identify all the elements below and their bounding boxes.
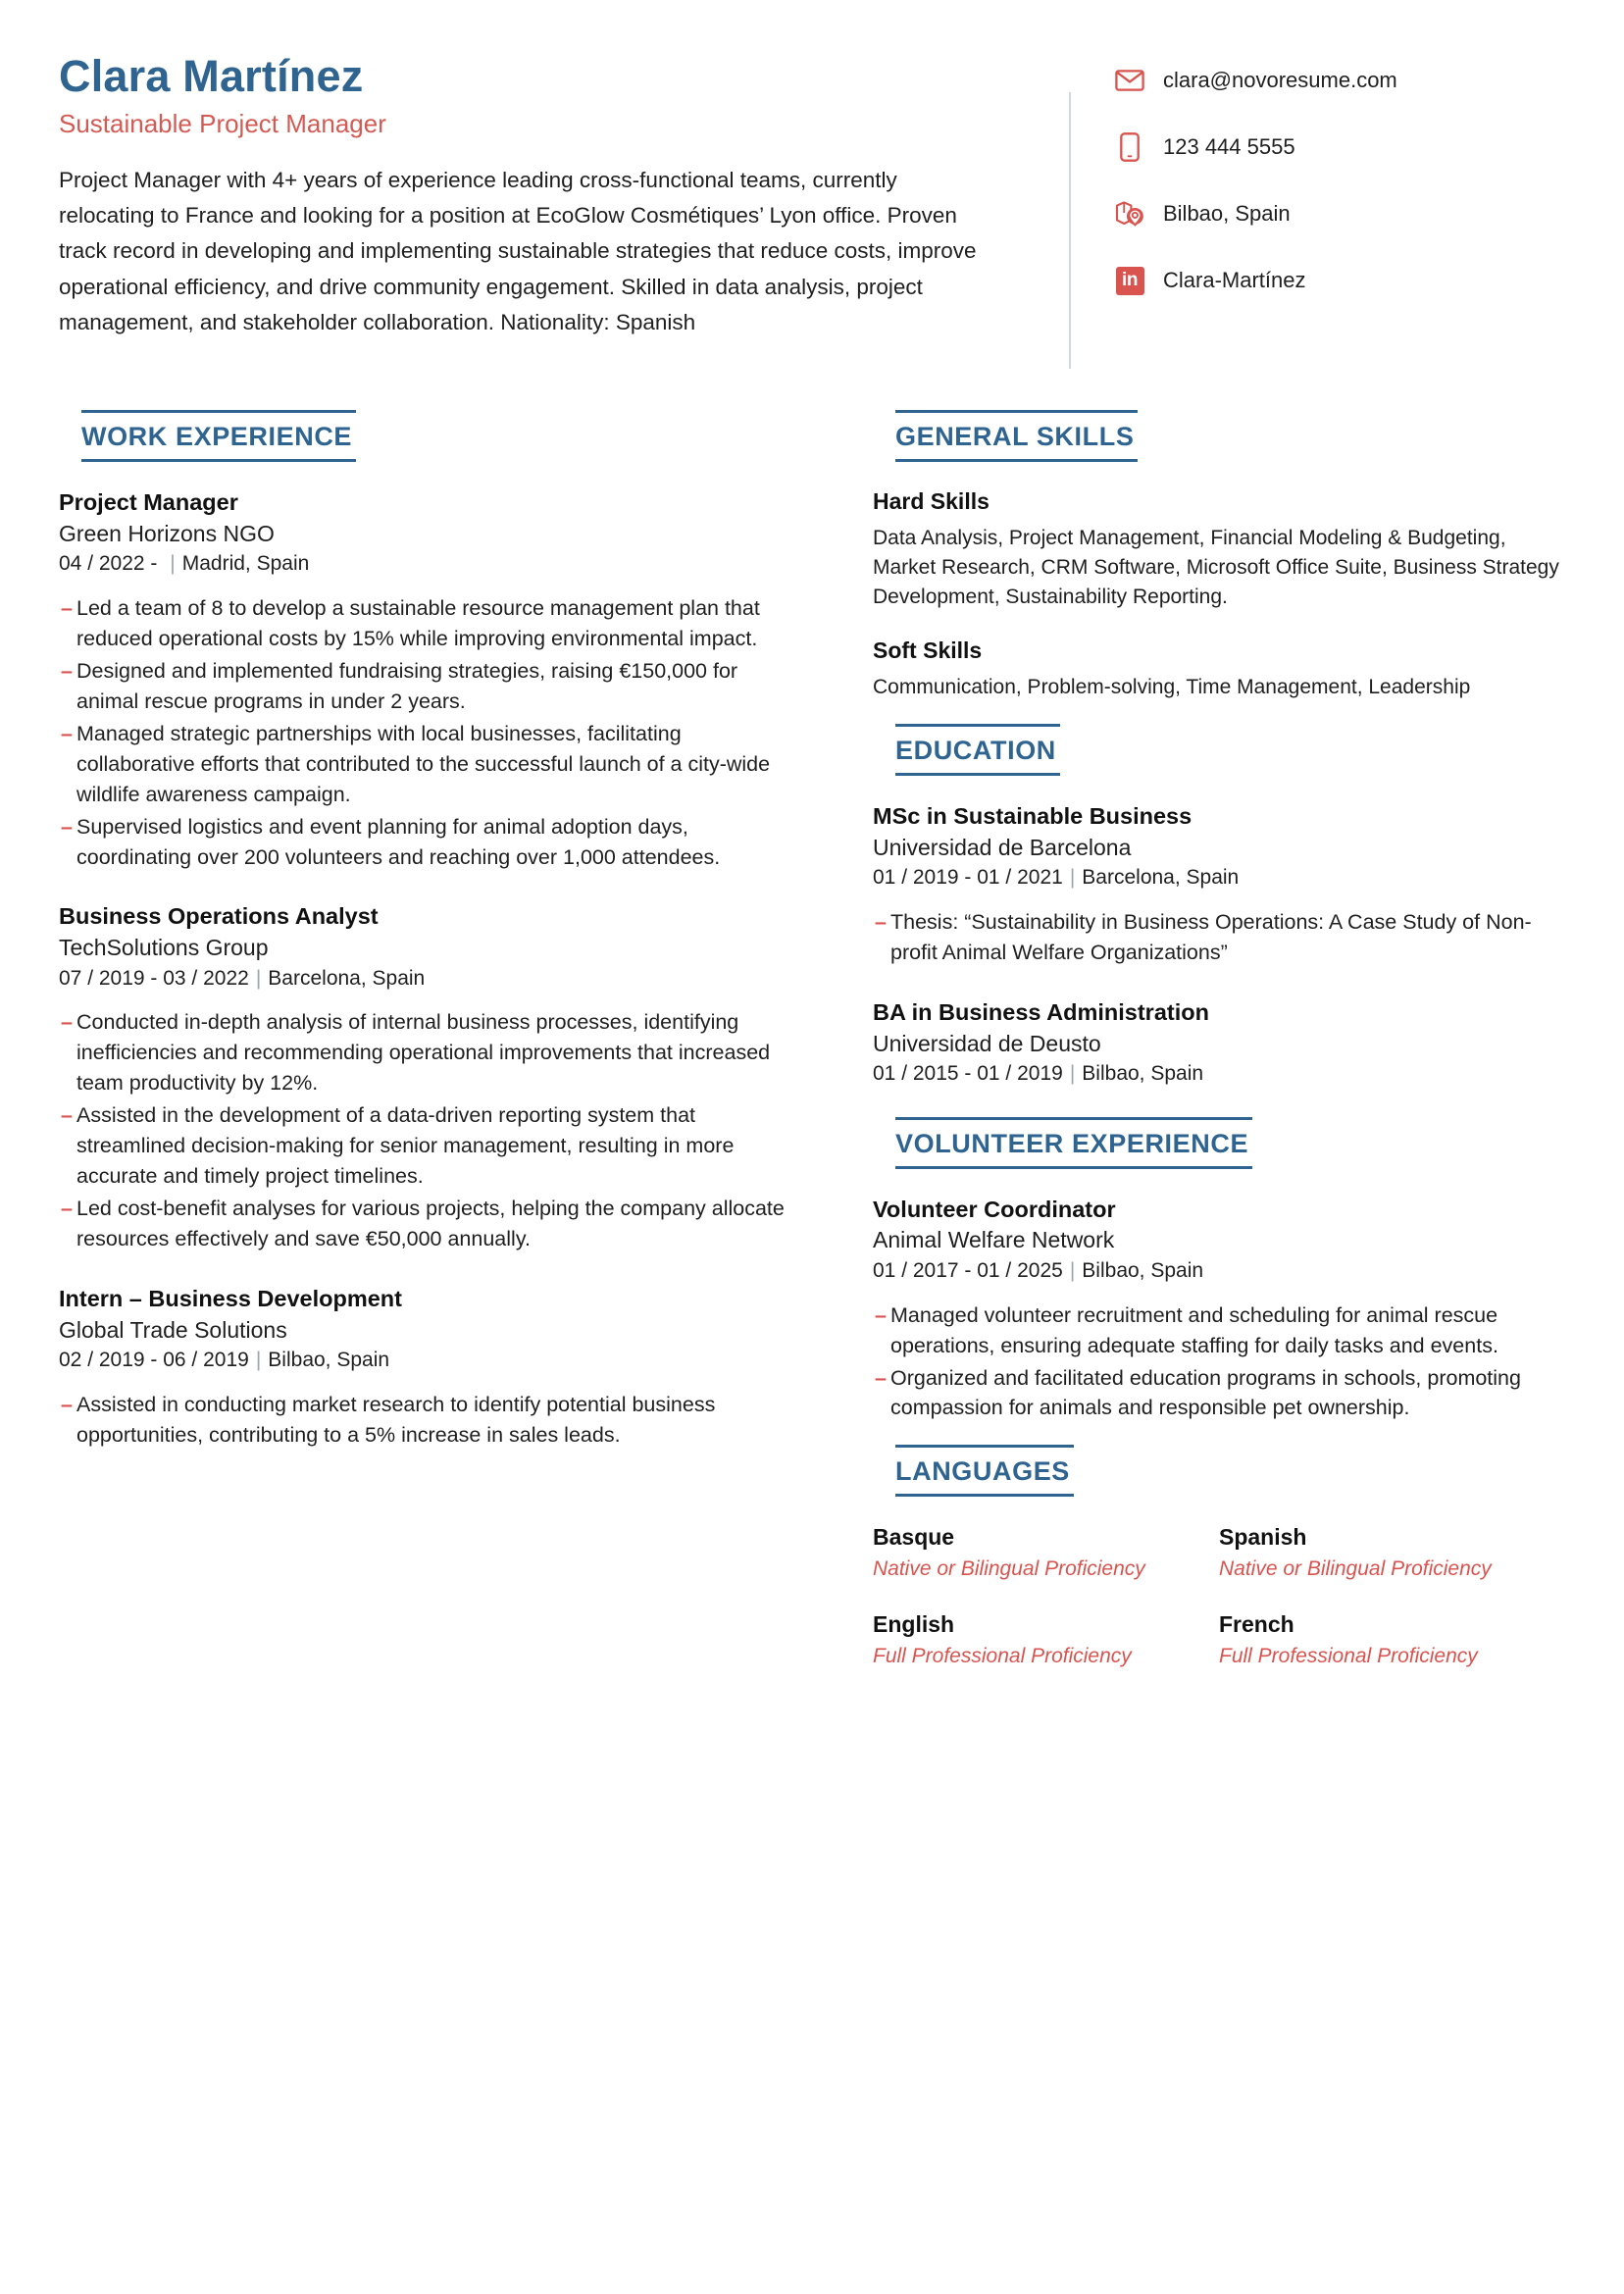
work-entry-org: Green Horizons NGO <box>59 520 275 546</box>
bullet-item <box>59 656 792 717</box>
header-left-block <box>59 51 1030 341</box>
work-entry-org: Global Trade Solutions <box>59 1316 287 1343</box>
education-entry-org: Universidad de Deusto <box>873 1030 1101 1056</box>
skill-group-label: Soft Skills <box>873 637 983 664</box>
work-entry-dates: 07 / 2019 - 03 / 2022 <box>59 966 249 990</box>
section-general-skills <box>873 396 1565 702</box>
language-item <box>1219 1522 1565 1583</box>
bullet-text: Designed and implemented fundraising strategies, raising €150,000 for animal rescue programs in under 2 years. <box>76 658 738 713</box>
language-level: Native or Bilingual Proficiency <box>873 1557 1145 1581</box>
bullet-item <box>59 593 792 654</box>
skill-group-hard <box>873 487 1565 611</box>
volunteer-entry-bullets <box>873 1300 1565 1424</box>
bullet-dash-icon: – <box>61 658 73 683</box>
section-heading-label: GENERAL SKILLS <box>895 422 1135 451</box>
bullet-text: Managed volunteer recruitment and scheduling for animal rescue operations, ensuring adequate staffing for daily tasks and events. <box>890 1302 1498 1357</box>
contact-row-location[interactable] <box>1114 198 1565 229</box>
bullet-dash-icon: – <box>61 721 73 745</box>
bullet-text: Assisted in conducting market research to identify potential business opportunities, contributing to a 5% increase in sales leads. <box>76 1392 716 1447</box>
section-education <box>873 710 1565 1090</box>
volunteer-entry-location: Bilbao, Spain <box>1082 1259 1204 1283</box>
candidate-job-title: Sustainable Project Manager <box>59 108 386 138</box>
bullet-text: Led cost-benefit analyses for various projects, helping the company allocate resources effectively and save €50,000 annually. <box>76 1197 785 1251</box>
section-work-experience <box>59 396 792 1451</box>
education-entry <box>873 801 1565 968</box>
contact-email-value: clara@novoresume.com <box>1163 67 1397 92</box>
education-entry-org: Universidad de Barcelona <box>873 834 1132 860</box>
bullet-text: Thesis: “Sustainability in Business Operations: A Case Study of Non-profit Animal Welfare Organizations” <box>890 909 1532 964</box>
section-heading-languages <box>895 1445 1074 1497</box>
work-entry-dates: 04 / 2022 - <box>59 552 164 576</box>
bullet-item <box>59 1007 792 1098</box>
volunteer-entry <box>873 1195 1565 1424</box>
work-entry-location: Barcelona, Spain <box>268 966 426 990</box>
volunteer-entry-org: Animal Welfare Network <box>873 1227 1115 1253</box>
work-entry-meta <box>59 1346 792 1375</box>
language-name: Basque <box>873 1524 955 1551</box>
bullet-item <box>59 812 792 873</box>
skill-group-text: Communication, Problem-solving, Time Management, Leadership <box>873 676 1471 699</box>
skill-group-soft <box>873 637 1565 702</box>
work-entry-dates: 02 / 2019 - 06 / 2019 <box>59 1349 249 1372</box>
section-volunteer-experience <box>873 1103 1565 1424</box>
bullet-dash-icon: – <box>61 595 73 620</box>
bullet-text: Conducted in-depth analysis of internal business processes, identifying inefficiencies and recommending operational improvements that increased team productivity by 12%. <box>76 1010 771 1096</box>
contact-row-email[interactable] <box>1114 65 1565 96</box>
bullet-item <box>873 1363 1565 1424</box>
work-entry-org: TechSolutions Group <box>59 935 269 961</box>
bullet-text: Organized and facilitated education programs in schools, promoting compassion for animals and responsible pet ownership. <box>890 1365 1521 1420</box>
language-level: Full Professional Proficiency <box>873 1644 1132 1667</box>
contact-info-block <box>1030 51 1565 296</box>
volunteer-entry-title: Volunteer Coordinator <box>873 1196 1116 1222</box>
education-entry-location: Bilbao, Spain <box>1082 1062 1204 1086</box>
bullet-dash-icon: – <box>875 1302 887 1327</box>
language-level: Full Professional Proficiency <box>1219 1644 1478 1667</box>
volunteer-entry-meta <box>873 1256 1565 1286</box>
bullet-text: Led a team of 8 to develop a sustainable resource management plan that reduced operational costs by 15% while improving environmental impact. <box>76 595 760 650</box>
linkedin-badge-label: in <box>1116 267 1144 295</box>
skill-group-label: Hard Skills <box>873 488 990 514</box>
meta-separator: | <box>255 1349 262 1372</box>
education-entry-title: BA in Business Administration <box>873 998 1209 1025</box>
map-pin-icon <box>1114 198 1145 229</box>
language-name: English <box>873 1610 955 1637</box>
meta-separator: | <box>1069 1062 1076 1086</box>
phone-icon <box>1114 131 1145 163</box>
work-entry <box>59 487 792 872</box>
meta-separator: | <box>255 966 262 990</box>
section-heading-volunteer-experience <box>895 1117 1252 1169</box>
education-entry-title: MSc in Sustainable Business <box>873 803 1193 830</box>
work-entry-meta <box>59 964 792 994</box>
section-heading-label: WORK EXPERIENCE <box>81 422 353 451</box>
contact-phone-value: 123 444 5555 <box>1163 133 1295 159</box>
section-heading-label: LANGUAGES <box>895 1456 1070 1487</box>
candidate-name: Clara Martínez <box>59 51 364 101</box>
volunteer-entry-dates: 01 / 2017 - 01 / 2025 <box>873 1259 1063 1283</box>
contact-location-value: Bilbao, Spain <box>1163 200 1291 226</box>
languages-grid <box>873 1522 1565 1696</box>
bullet-text: Assisted in the development of a data-driven reporting system that streamlined decision-making for senior management, resulting in more accurate and timely project timelines. <box>76 1103 735 1189</box>
section-heading-work-experience <box>81 410 356 462</box>
work-entry-title: Intern – Business Development <box>59 1285 402 1311</box>
section-heading-education <box>895 724 1060 776</box>
language-name: Spanish <box>1219 1524 1307 1551</box>
bullet-dash-icon: – <box>875 1365 887 1390</box>
section-heading-label: EDUCATION <box>895 736 1056 766</box>
bullet-item <box>59 1390 792 1451</box>
work-entry <box>59 1284 792 1451</box>
meta-separator: | <box>1069 1259 1076 1283</box>
language-item <box>873 1609 1219 1670</box>
work-entry-bullets <box>59 1390 792 1451</box>
bullet-text: Managed strategic partnerships with local businesses, facilitating collaborative efforts that contributed to the successful launch of a city-wide wildlife awareness campaign. <box>76 721 771 806</box>
work-entry-meta <box>59 549 792 579</box>
meta-separator: | <box>1069 866 1076 890</box>
work-entry <box>59 901 792 1254</box>
section-heading-label: VOLUNTEER EXPERIENCE <box>895 1128 1249 1158</box>
bullet-dash-icon: – <box>61 1197 73 1221</box>
work-entry-bullets <box>59 1007 792 1254</box>
bullet-item <box>59 1194 792 1254</box>
meta-separator: | <box>170 552 176 576</box>
bullet-dash-icon: – <box>875 909 887 934</box>
contact-row-phone[interactable] <box>1114 131 1565 163</box>
right-column <box>834 396 1565 1704</box>
bullet-item <box>59 1100 792 1192</box>
language-name: French <box>1219 1610 1294 1637</box>
language-item <box>873 1522 1219 1583</box>
education-entry-meta <box>873 1059 1565 1089</box>
section-heading-general-skills <box>895 410 1138 462</box>
contact-row-linkedin[interactable] <box>1114 265 1565 296</box>
section-languages <box>873 1431 1565 1696</box>
left-column <box>59 396 834 1704</box>
professional-summary: Project Manager with 4+ years of experience leading cross-functional teams, currently relocating to France and looking for a position at EcoGlow Cosmétiques’ Lyon office. Proven track record in developing and implementing sustainable strategies that reduce costs, improve operational efficiency, and drive community engagement. Skilled in data analysis, project management, and stakeholder collaboration. Nationality: Spanish <box>59 167 977 335</box>
envelope-icon <box>1114 65 1145 96</box>
language-level: Native or Bilingual Proficiency <box>1219 1557 1492 1581</box>
bullet-item <box>59 719 792 810</box>
bullet-item <box>873 907 1565 968</box>
education-entry-bullets <box>873 907 1565 968</box>
resume-header <box>59 51 1565 375</box>
bullet-item <box>873 1300 1565 1361</box>
work-entry-title: Business Operations Analyst <box>59 903 379 930</box>
resume-columns <box>59 396 1565 1704</box>
education-entry-dates: 01 / 2019 - 01 / 2021 <box>873 866 1063 890</box>
contact-linkedin-value: Clara-Martínez <box>1163 267 1306 292</box>
bullet-dash-icon: – <box>61 1392 73 1416</box>
bullet-text: Supervised logistics and event planning for animal adoption days, coordinating over 200 volunteers and reaching over 1,000 attendees. <box>76 814 721 869</box>
header-vertical-divider <box>1069 92 1071 369</box>
work-entry-location: Madrid, Spain <box>181 552 310 576</box>
education-entry <box>873 997 1565 1090</box>
work-entry-title: Project Manager <box>59 489 238 515</box>
bullet-dash-icon: – <box>61 1103 73 1128</box>
work-entry-bullets <box>59 593 792 873</box>
bullet-dash-icon: – <box>61 814 73 839</box>
linkedin-icon <box>1114 265 1145 296</box>
work-entry-location: Bilbao, Spain <box>268 1349 390 1372</box>
education-entry-dates: 01 / 2015 - 01 / 2019 <box>873 1062 1063 1086</box>
skill-group-text: Data Analysis, Project Management, Financial Modeling & Budgeting, Market Research, CRM Software, Microsoft Office Suite, Business Strategy Development, Sustainability Reporting. <box>873 526 1559 608</box>
education-entry-location: Barcelona, Spain <box>1082 866 1240 890</box>
language-item <box>1219 1609 1565 1670</box>
education-entry-meta <box>873 863 1565 892</box>
bullet-dash-icon: – <box>61 1010 73 1035</box>
